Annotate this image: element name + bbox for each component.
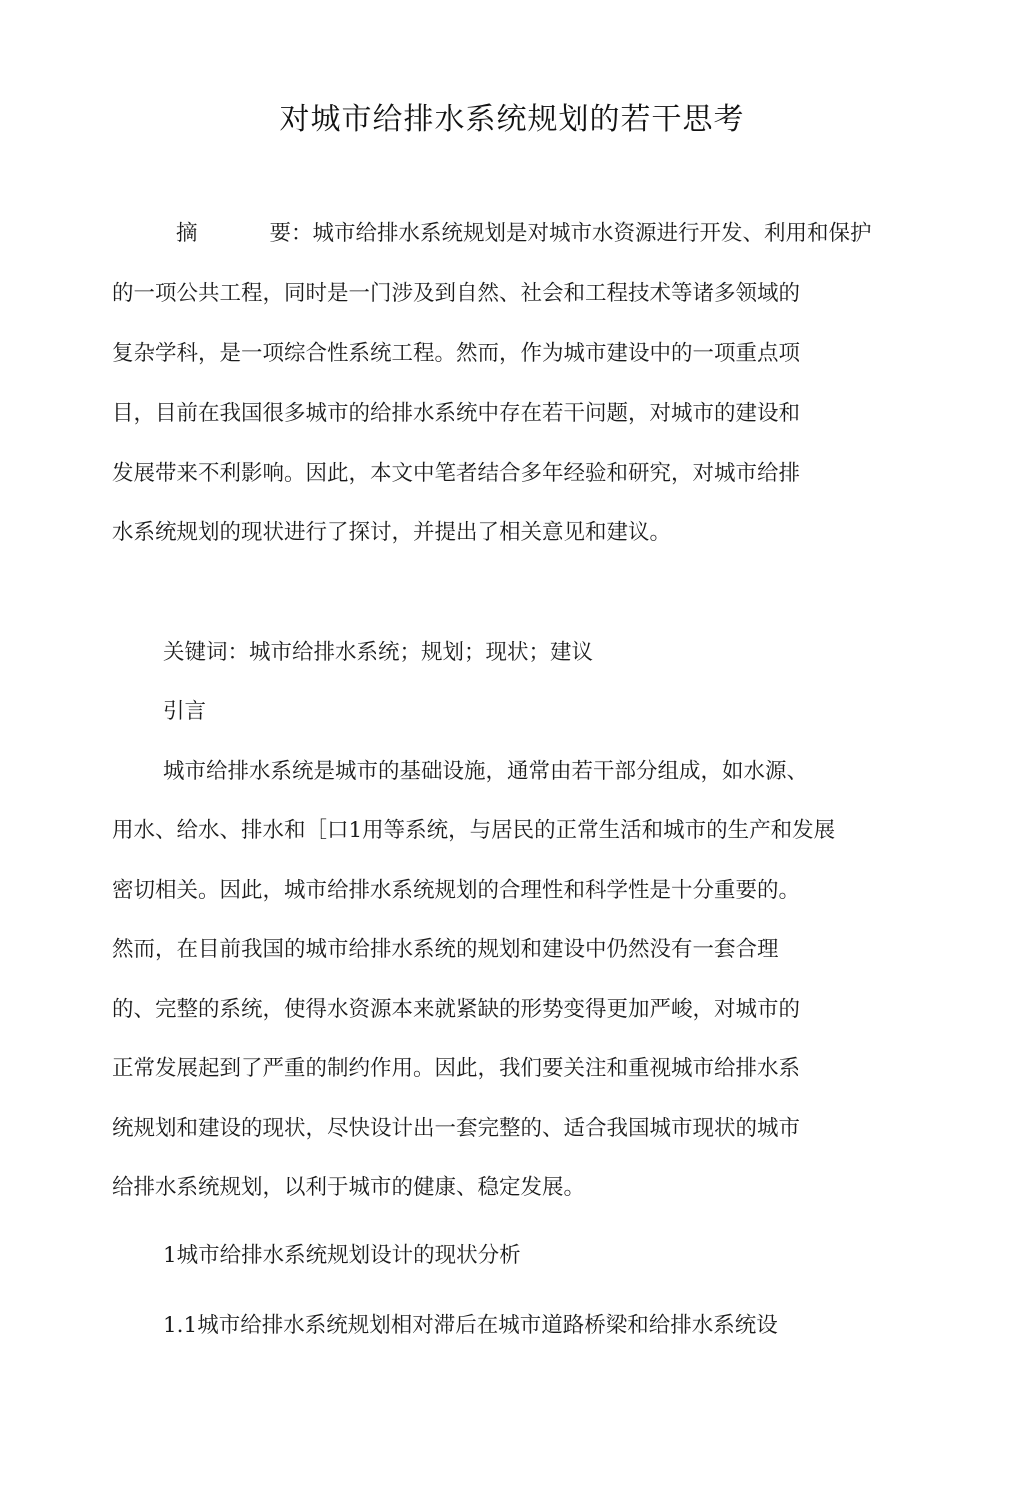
abstract-label <box>176 219 872 249</box>
intro-line: 城市给排水系统是城市的基础设施，通常由若干部分组成，如水源、 <box>163 759 809 784</box>
abstract-label-char1: 摘 <box>176 221 198 246</box>
intro-line: 然而，在目前我国的城市给排水系统的规划和建设中仍然没有一套合理 <box>112 937 779 962</box>
section-1-1-heading: 1.1城市给排水系统规划相对滞后在城市道路桥梁和给排水系统设 <box>163 1313 778 1338</box>
intro-line: 正常发展起到了严重的制约作用。因此，我们要关注和重视城市给排水系 <box>112 1056 801 1081</box>
intro-line: 统规划和建设的现状，尽快设计出一套完整的、适合我国城市现状的城市 <box>112 1116 801 1141</box>
abstract-line: 的一项公共工程，同时是一门涉及到自然、社会和工程技术等诸多领域的 <box>112 281 801 306</box>
intro-line: 密切相关。因此，城市给排水系统规划的合理性和科学性是十分重要的。 <box>112 878 801 903</box>
abstract-line: 目，目前在我国很多城市的给排水系统中存在若干问题，对城市的建设和 <box>112 401 801 426</box>
section-1-heading: 1城市给排水系统规划设计的现状分析 <box>163 1243 521 1268</box>
abstract-line: 水系统规划的现状进行了探讨，并提出了相关意见和建议。 <box>112 520 672 545</box>
abstract-line: 复杂学科，是一项综合性系统工程。然而，作为城市建设中的一项重点项 <box>112 341 801 366</box>
abstract-label-char2: 要： <box>269 221 313 246</box>
intro-line: 的、完整的系统，使得水资源本来就紧缺的形势变得更加严峻，对城市的 <box>112 997 801 1022</box>
intro-heading: 引言 <box>163 699 207 724</box>
abstract-line: 发展带来不利影响。因此，本文中笔者结合多年经验和研究，对城市给排 <box>112 461 801 486</box>
abstract-line: 城市给排水系统规划是对城市水资源进行开发、利用和保护 <box>312 221 872 246</box>
document-title: 对城市给排水系统规划的若干思考 <box>279 102 745 137</box>
intro-line: 给排水系统规划，以利于城市的健康、稳定发展。 <box>112 1175 586 1200</box>
keywords: 关键词：城市给排水系统；规划；现状；建议 <box>163 640 594 665</box>
intro-line: 用水、给水、排水和［口1用等系统，与居民的正常生活和城市的生产和发展 <box>112 818 836 843</box>
